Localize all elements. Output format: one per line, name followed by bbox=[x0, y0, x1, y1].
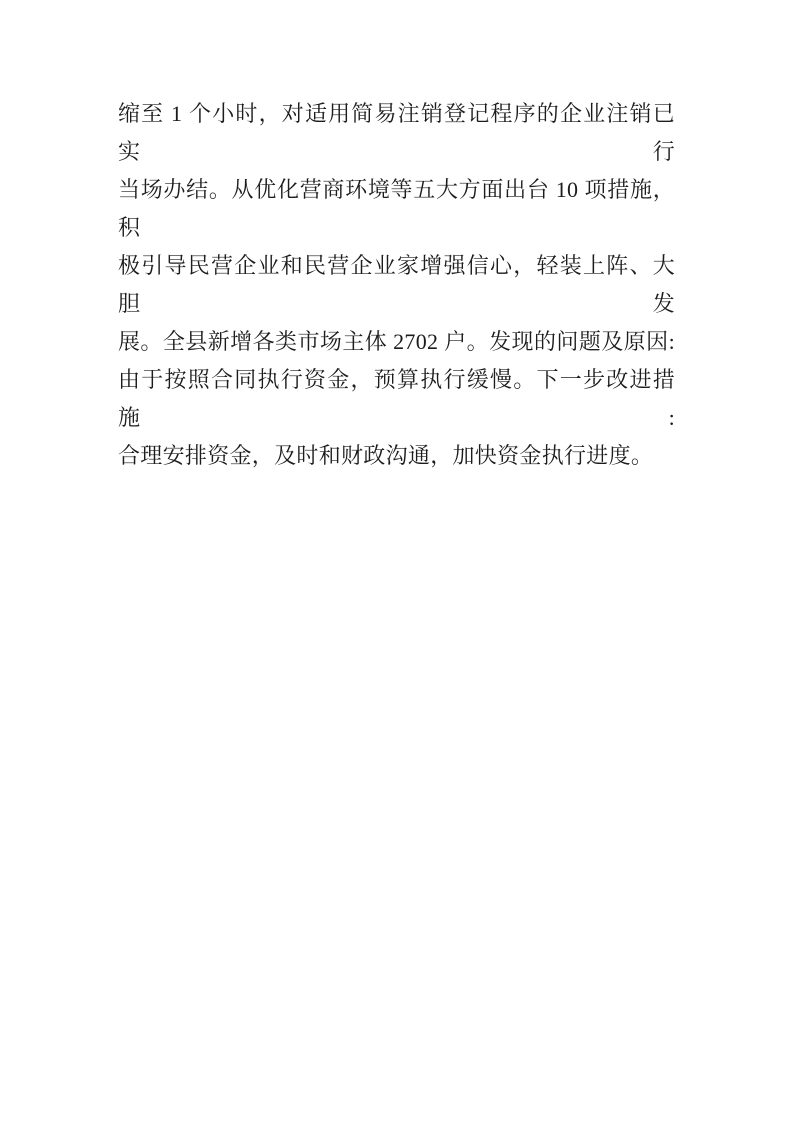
paragraph-line: 缩至 1 个小时，对适用简易注销登记程序的企业注销已实行 bbox=[118, 101, 675, 164]
paragraph-line: 由于按照合同执行资金，预算执行缓慢。下一步改进措施: bbox=[118, 367, 675, 430]
paragraph-line: 极引导民营企业和民营企业家增强信心，轻装上阵、大胆发 bbox=[118, 253, 675, 316]
paragraph-line: 合理安排资金，及时和财政沟通，加快资金执行进度。 bbox=[118, 443, 654, 468]
paragraph-line: 当场办结。从优化营商环境等五大方面出台 10 项措施，积 bbox=[118, 177, 675, 240]
paragraph-line: 展。全县新增各类市场主体 2702 户。发现的问题及原因: bbox=[118, 329, 675, 354]
paragraph-block bbox=[118, 95, 675, 475]
